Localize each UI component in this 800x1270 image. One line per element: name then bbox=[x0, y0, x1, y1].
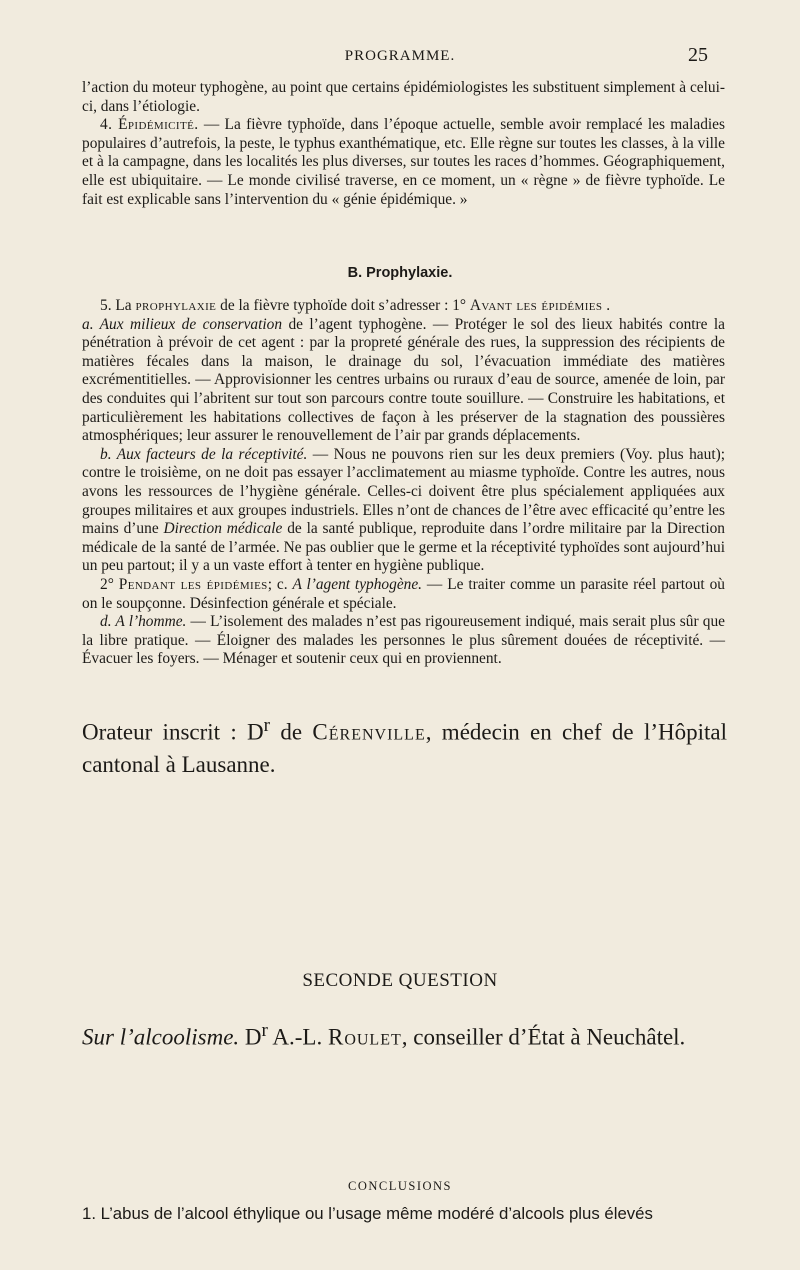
paragraph-epidemicity bbox=[82, 116, 725, 209]
paragraph-text: de l’agent typhogène. — Protéger le sol des lieux habités contre la pénétration à prévoir de cet agent : par la propreté générale des rues, la suppression des récipients de matières fécales dans la maison, le drainage du sol, l’évacuation immédiate des matières excrémentitielles. — Approvisionner les centres urbains ou ruraux d’eau de source, amenée de loin, par des conduites qui l’abritent sur tout son parcours contre toute souillure. — Construire les habitations, et particulièrement les habitations collectives de façon à les préserver de la stagnation des poussières atmosphériques; leur assurer le renouvellement de l’air par grands déplacements. bbox=[82, 315, 725, 445]
section-heading-prophylaxis: B. Prophylaxie. bbox=[347, 265, 453, 281]
text-run-italic: Direction médicale bbox=[163, 520, 283, 538]
paragraph-receptivite bbox=[82, 446, 725, 576]
orator-name: Cérenville bbox=[312, 719, 426, 745]
orator-line bbox=[82, 710, 727, 781]
section-a-text bbox=[82, 79, 725, 209]
speaker-name: Roulet bbox=[327, 1024, 402, 1050]
paragraph-prophylaxis-intro bbox=[82, 297, 725, 316]
text-run: 2° bbox=[100, 575, 119, 593]
paragraph-text: — La fièvre typhoïde, dans l’époque actuelle, semble avoir remplacé les maladies populaires d’autrefois, la peste, le typhus exanthématique, etc. Elle règne sur toutes les classes, à la ville et à la campagne, dans les localités les plus diverses, sur toutes les races d’hommes. Géographiquement, elle est ubiquitaire. — Le monde civilisé traverse, en ce moment, un « règne » de fièvre typhoïde. Le fait est explicable sans l’intervention du « génie épidémique. » bbox=[82, 116, 725, 208]
running-head bbox=[0, 44, 800, 70]
superscript: r bbox=[263, 715, 271, 736]
paragraph-homme bbox=[82, 613, 725, 669]
topic-line bbox=[82, 1015, 727, 1054]
paragraph-text: — L’isolement des malades n’est pas rigoureusement indiqué, mais serait plus sûr que la libre pratique. — Éloigner des malades les personnes le plus sûrement douées de réceptivité. — Évacuer les foyers. — Ménager et soutenir ceux qui en proviennent. bbox=[82, 613, 725, 668]
text-run: de la fièvre typhoïde doit s’adresser : 1° bbox=[216, 297, 470, 314]
paragraph-text: de la santé publique, reproduite dans l’ordre militaire par la Direction médicale de la santé de l’armée. Ne pas oublier que le germe et la réceptivité typhoïdes sont aujourd’hui un peu partout; il y a un vaste effort à tenter en hygiène publique. bbox=[82, 520, 726, 575]
paragraph-milieux bbox=[82, 316, 725, 446]
text-run-italic: A l’agent typhogène. bbox=[292, 575, 423, 593]
text-run: 5. La bbox=[100, 297, 136, 314]
superscript: r bbox=[261, 1020, 268, 1041]
page-number: 25 bbox=[688, 44, 708, 66]
text-run: . bbox=[602, 297, 611, 314]
paragraph-label: 4. Épidémicité. bbox=[100, 116, 199, 134]
second-question-heading: SECONDE QUESTION bbox=[302, 970, 498, 991]
text-run-smallcaps: prophylaxie bbox=[135, 297, 217, 314]
text-run-smallcaps: Avant les épidémies bbox=[469, 297, 603, 314]
paragraph-pendant-epidemies bbox=[82, 576, 725, 613]
text-run: , médecin en chef de l’Hôpital cantonal à Lausanne. bbox=[82, 719, 727, 777]
running-title: PROGRAMME. bbox=[344, 48, 456, 64]
text-run: ; c. bbox=[267, 575, 293, 593]
text-run: , conseiller d’État à Neuchâtel. bbox=[401, 1024, 686, 1050]
paragraph-etiology: l’action du moteur typhogène, au point que certains épidémiologistes les substituent simplement à celui-ci, dans l’étiologie. bbox=[82, 79, 725, 115]
paragraph-label: b. Aux facteurs de la réceptivité. bbox=[100, 445, 308, 463]
conclusions-heading: CONCLUSIONS bbox=[347, 1179, 452, 1193]
topic-title: Sur l’alcoolisme. bbox=[82, 1024, 240, 1050]
conclusion-item: 1. L’abus de l’alcool éthylique ou l’usage même modéré d’alcools plus élevés bbox=[82, 1204, 653, 1223]
paragraph-label: a. Aux milieux de conservation bbox=[82, 315, 283, 333]
text-run: — Le traiter comme un parasite réel partout où on le soupçonne. Désinfection générale et spéciale. bbox=[82, 575, 725, 612]
text-run-smallcaps: Pendant les épidémies bbox=[118, 575, 268, 593]
text-run: Orateur inscrit : D bbox=[82, 719, 264, 745]
paragraph-text: — Nous ne pouvons rien sur les deux premiers (Voy. plus haut); contre le troisième, on ne doit pas essayer l’acclimatement au miasme typhoïde. Contre les autres, nous avons les ressources de l’hygiène générale. Celles-ci doivent être plus spécialement appliquées aux groupes militaires et aux groupes industriels. Elles n’ont de chances de l’être avec efficacité qu’entre les mains d’une bbox=[82, 445, 726, 538]
text-run: A.-L. bbox=[267, 1024, 328, 1050]
text-run: D bbox=[239, 1024, 262, 1050]
text-run: de bbox=[270, 719, 313, 745]
section-b-text bbox=[82, 297, 725, 669]
paragraph-label: d. A l’homme. bbox=[100, 613, 187, 631]
